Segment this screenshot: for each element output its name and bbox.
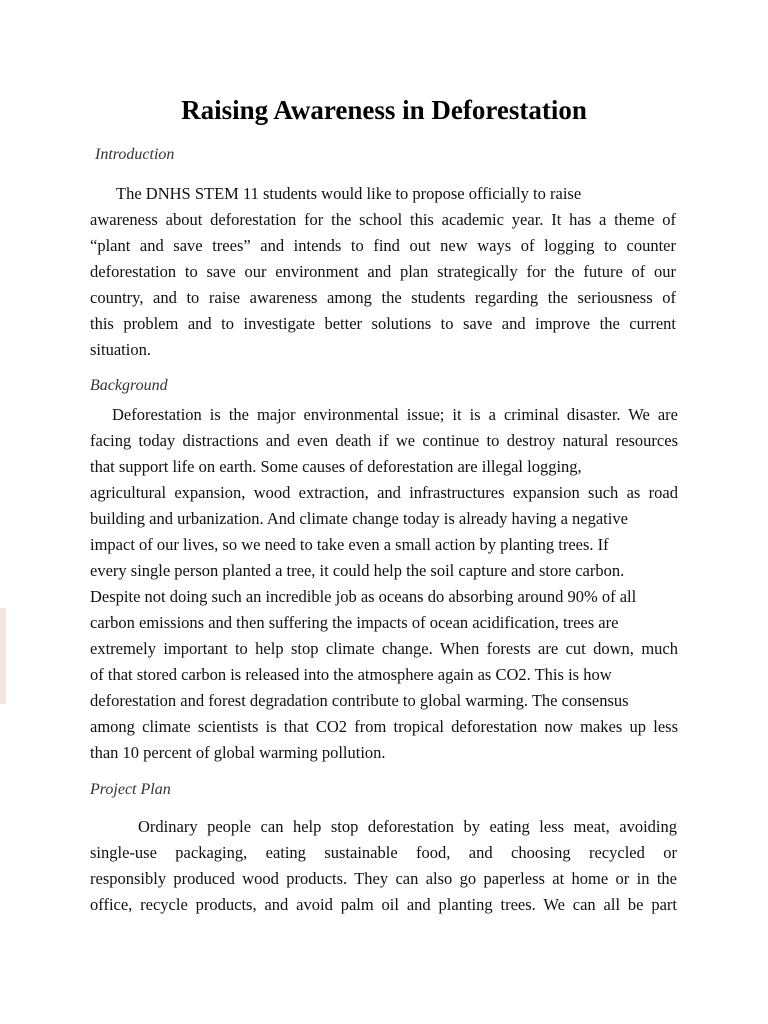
section-heading-background: Background — [90, 377, 168, 394]
text-line: awareness about deforestation for the school this academic year. It has a theme of — [90, 210, 676, 229]
text-line: responsibly produced wood products. They can also go paperless at home or in the — [90, 869, 677, 888]
text-line: every single person planted a tree, it could help the soil capture and store carbon. — [90, 561, 625, 580]
text-line: deforestation to save our environment and plan strategically for the future of our — [90, 262, 676, 281]
text-line: facing today distractions and even death if we continue to destroy natural resources — [90, 431, 678, 450]
text-line: of that stored carbon is released into the atmosphere again as CO2. This is how — [90, 665, 612, 684]
paragraph-introduction — [90, 181, 676, 363]
document-title: Raising Awareness in Deforestation — [181, 95, 587, 125]
text-line: situation. — [90, 340, 151, 359]
paragraph-background — [90, 402, 678, 766]
text-line: impact of our lives, so we need to take even a small action by planting trees. If — [90, 535, 609, 554]
text-line: country, and to raise awareness among the students regarding the seriousness of — [90, 288, 676, 307]
text-line: Ordinary people can help stop deforestation by eating less meat, avoiding — [138, 817, 677, 836]
text-line: agricultural expansion, wood extraction, and infrastructures expansion such as road — [90, 483, 678, 502]
text-line: that support life on earth. Some causes of deforestation are illegal logging, — [90, 457, 582, 476]
section-heading-introduction: Introduction — [95, 146, 175, 163]
text-line: carbon emissions and then suffering the impacts of ocean acidification, trees are — [90, 613, 619, 632]
text-line: than 10 percent of global warming pollution. — [90, 743, 386, 762]
text-line: single-use packaging, eating sustainable food, and choosing recycled or — [90, 843, 677, 862]
paragraph-project-plan — [90, 814, 677, 918]
text-line: extremely important to help stop climate change. When forests are cut down, much — [90, 639, 678, 658]
text-line: this problem and to investigate better solutions to save and improve the current — [90, 314, 676, 333]
side-panel-tab[interactable] — [0, 608, 6, 704]
text-line: “plant and save trees” and intends to find out new ways of logging to counter — [90, 236, 676, 255]
text-line: Deforestation is the major environmental issue; it is a criminal disaster. We are — [112, 405, 678, 424]
text-line: Despite not doing such an incredible job as oceans do absorbing around 90% of all — [90, 587, 637, 606]
text-line: building and urbanization. And climate change today is already having a negative — [90, 509, 628, 528]
text-line: deforestation and forest degradation contribute to global warming. The consensus — [90, 691, 629, 710]
text-line: The DNHS STEM 11 students would like to propose officially to raise — [116, 184, 582, 203]
text-line: among climate scientists is that CO2 from tropical deforestation now makes up less — [90, 717, 678, 736]
text-line: office, recycle products, and avoid palm oil and planting trees. We can all be part — [90, 895, 677, 914]
section-heading-project-plan: Project Plan — [90, 781, 171, 798]
